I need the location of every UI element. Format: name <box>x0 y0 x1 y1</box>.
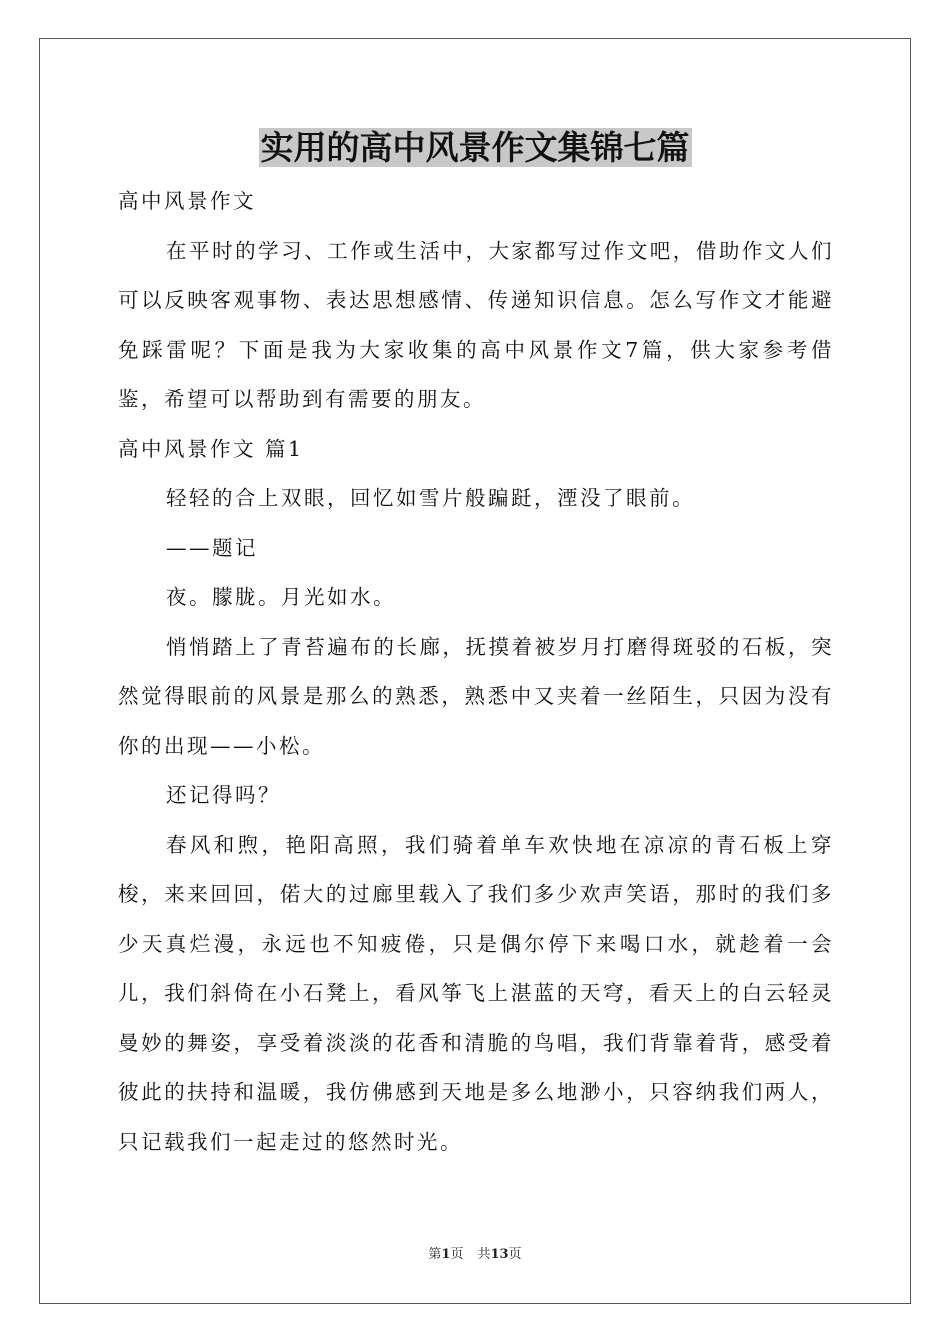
total-prefix: 共 <box>477 1247 491 1262</box>
page-suffix: 页 <box>450 1247 464 1262</box>
paragraph: 轻轻的合上双眼，回忆如雪片般蹁跹，湮没了眼前。 <box>166 486 695 510</box>
paragraph: 高中风景作文 <box>118 189 256 213</box>
total-suffix: 页 <box>508 1247 522 1262</box>
page-prefix: 第 <box>428 1247 442 1262</box>
page-footer <box>0 1246 950 1264</box>
paragraph: 高中风景作文 篇1 <box>118 436 304 461</box>
document-title <box>0 126 950 170</box>
paragraph: 在平时的学习、工作或生活中，大家都写过作文吧，借助作文人们可以反映客观事物、表达思想感情、传递知识信息。怎么写作文才能避免踩雷呢？下面是我为大家收集的高中风景作文7篇，供大家参考借鉴，希望可以帮助到有需要的朋友。 <box>118 238 834 411</box>
paragraph: ——题记 <box>166 535 258 560</box>
total-pages: 13 <box>490 1247 509 1262</box>
paragraph: 悄悄踏上了青苔遍布的长廊，抚摸着被岁月打磨得斑驳的石板，突然觉得眼前的风景是那么的熟悉，熟悉中又夹着一丝陌生，只因为没有你的出现——小松。 <box>118 634 834 758</box>
document-body <box>118 177 834 1167</box>
paragraph: 春风和煦，艳阳高照，我们骑着单车欢快地在凉凉的青石板上穿梭，来来回回，偌大的过廊里载入了我们多少欢声笑语，那时的我们多少天真烂漫，永远也不知疲倦，只是偶尔停下来喝口水，就趁着一会儿，我们斜倚在小石凳上，看风筝飞上湛蓝的天穹，看天上的白云轻灵曼妙的舞姿，享受着淡淡的花香和清脆的鸟唱，我们背靠着背，感受着彼此的扶持和温暖，我仿佛感到天地是多么地渺小，只容纳我们两人，只记载我们一起走过的悠然时光。 <box>118 832 834 1154</box>
page-number: 1 <box>441 1247 451 1262</box>
document-title-text: 实用的高中风景作文集锦七篇 <box>260 128 690 167</box>
paragraph: 还记得吗？ <box>166 783 281 807</box>
paragraph: 夜。朦胧。月光如水。 <box>166 585 396 609</box>
